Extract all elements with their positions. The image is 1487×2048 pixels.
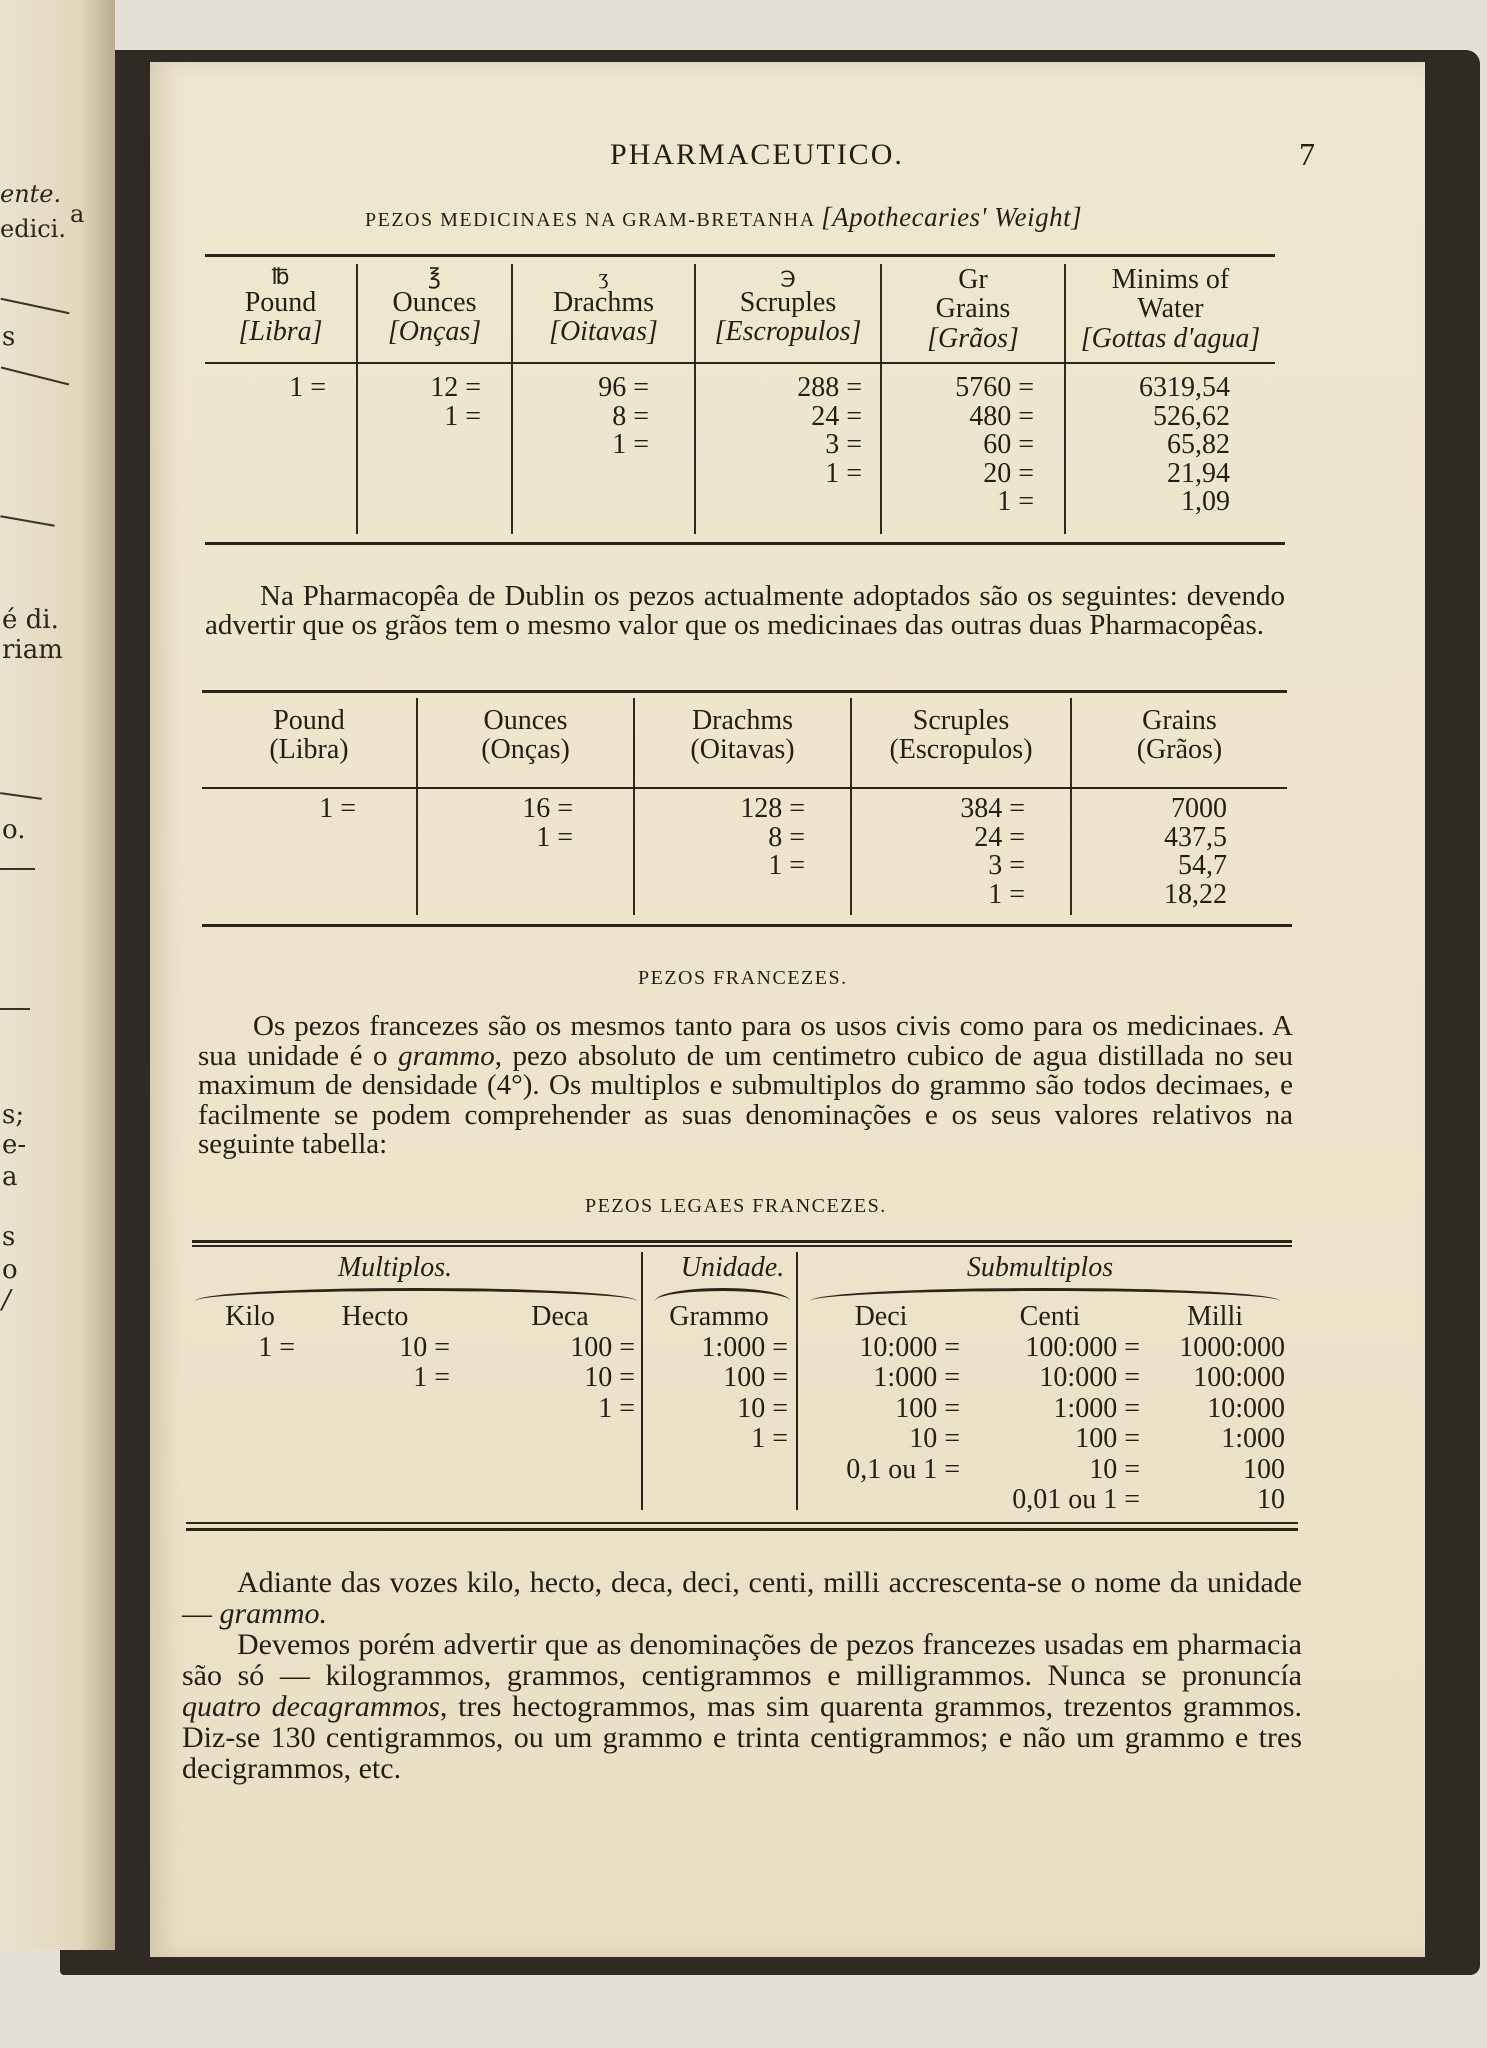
- page-number: 7: [1299, 136, 1315, 172]
- value: 1 =: [258, 1331, 295, 1363]
- group-unidade: Unidade.: [680, 1252, 785, 1283]
- value: 20 =: [983, 457, 1034, 489]
- value: 16 =: [522, 793, 573, 824]
- paragraph-usage: [182, 1567, 1302, 1784]
- col-head: Centi: [1019, 1301, 1081, 1332]
- divider-line: [641, 1252, 643, 1510]
- col-name: Grains: [935, 293, 1011, 325]
- table3-caption: PEZOS LEGAES FRANCEZES.: [585, 1195, 887, 1217]
- table2-cell: [634, 788, 851, 915]
- left-fragment: /: [2, 1285, 11, 1315]
- col-deca: [485, 1302, 635, 1424]
- value: 96 =: [598, 372, 649, 403]
- col-milli: [1145, 1302, 1285, 1516]
- value: 1 =: [751, 1423, 788, 1454]
- col-head: Hecto: [341, 1301, 409, 1332]
- text-part: Devemos porém advertir que as denominações de pezos francezes usadas em pharmacia são só — kilogrammos, grammos, centigrammos e milligrammos. Nunca se pronuncía: [182, 1628, 1302, 1692]
- value: 526,62: [1153, 400, 1230, 432]
- value: 24 =: [974, 821, 1025, 853]
- table3-bottom-rule: [186, 1528, 1298, 1531]
- table1-top-rule: [205, 254, 1275, 257]
- value: 1 =: [768, 850, 805, 882]
- left-fragment: a: [70, 200, 85, 228]
- left-rule: [1, 367, 69, 386]
- page-header: [150, 132, 1425, 182]
- col-alt: (Oitavas): [690, 734, 795, 766]
- col-deci: [802, 1302, 960, 1485]
- value: 1 =: [413, 1362, 450, 1393]
- col-name: Grains: [1142, 705, 1217, 736]
- ounce-symbol: ℥: [428, 264, 441, 289]
- value: 3 =: [825, 429, 862, 461]
- col-alt: [Grãos]: [927, 322, 1019, 354]
- value: 1 =: [988, 878, 1025, 910]
- left-fragment: o: [2, 1255, 18, 1285]
- value: 12 =: [430, 372, 481, 403]
- value: 10 =: [909, 1423, 960, 1454]
- col-grammo: [650, 1302, 788, 1455]
- value: 10 =: [399, 1331, 450, 1363]
- book-page: [150, 62, 1425, 1957]
- value: 1 =: [997, 486, 1034, 518]
- value: 1 =: [319, 793, 356, 824]
- col-alt: [Libra]: [238, 316, 323, 348]
- paragraph-text: Na Pharmacopêa de Dublin os pezos actualmente adoptados são os seguintes: devendo advertir que os grãos tem o mesmo valor que os medicinaes das outras duas Pharmacopêas.: [205, 580, 1285, 641]
- value: 7000: [1171, 793, 1227, 824]
- left-fragment: riam: [2, 635, 63, 665]
- col-name: Ounces: [392, 287, 477, 319]
- table2-top-rule: [202, 690, 1287, 693]
- text-italic: grammo: [398, 1039, 495, 1072]
- col-alt: [Oitavas]: [549, 316, 658, 348]
- col-head: Kilo: [225, 1301, 275, 1332]
- col-alt: [Gottas d'agua]: [1080, 322, 1261, 354]
- running-title: PHARMACEUTICO.: [610, 138, 904, 171]
- col-name: Scruples: [739, 287, 837, 319]
- table3-bottom-rule-thin: [186, 1522, 1298, 1524]
- value: 1 =: [825, 457, 862, 489]
- table2-bottom-rule: [202, 924, 1292, 927]
- value: 1:000 =: [873, 1362, 960, 1393]
- value: 0,01 ou 1 =: [1012, 1484, 1140, 1515]
- value: 10 =: [1089, 1453, 1140, 1485]
- col-name: Water: [1137, 293, 1204, 325]
- table1-col-ounces: [357, 264, 512, 363]
- value: 10: [1257, 1484, 1285, 1515]
- col-name: Ounces: [483, 705, 568, 736]
- table3-top-rule-thin: [192, 1245, 1292, 1247]
- table1-bottom-rule: [205, 542, 1285, 545]
- table1-col-scruples: [695, 264, 881, 363]
- col-name: Pound: [273, 705, 345, 736]
- value: 437,5: [1164, 821, 1227, 853]
- left-rule: [0, 792, 42, 800]
- col-alt: [Onças]: [387, 316, 482, 348]
- grain-symbol: Gr: [958, 264, 988, 295]
- table2-cell: [851, 788, 1071, 915]
- value: 1000:000: [1179, 1331, 1285, 1363]
- table1-body-row: [205, 363, 1275, 534]
- value: 1 =: [598, 1392, 635, 1424]
- paragraph-french-weights: [198, 1012, 1293, 1160]
- group-submultiplos: Submultiplos: [966, 1252, 1114, 1283]
- text-part: Os pezos francezes são os mesmos tanto para os usos civis como para os medicinaes. A sua unidade é o: [198, 1010, 1293, 1072]
- value: 100 =: [1075, 1423, 1140, 1454]
- left-fragment: edici.: [0, 215, 66, 243]
- value: 128 =: [740, 793, 805, 824]
- value: 18,22: [1164, 878, 1227, 910]
- value: 3 =: [988, 850, 1025, 882]
- value: 0,1 ou 1 =: [846, 1453, 960, 1485]
- text-part: , pezo absoluto de um centimetro cubico de agua distillada no seu maximum de densidade (4°). Os multiplos e submultiplos do grammo são todos decimaes, e facilmente se podem comprehender as suas denominações e os seus valores relativos na seguinte tabella:: [198, 1039, 1293, 1160]
- minims-label: Minims of: [1111, 264, 1230, 295]
- col-head: Deca: [531, 1301, 589, 1332]
- table2-cell: [202, 788, 417, 915]
- value: 6319,54: [1139, 372, 1230, 403]
- text-part: , tres hectogrammos, mas sim quarenta grammos, trezentos grammos. Diz-se 130 centigrammos, ou um grammo e trinta centigrammos; e não um grammo e tres decigrammos, etc.: [182, 1690, 1302, 1785]
- value: 1,09: [1181, 486, 1230, 518]
- value: 480 =: [969, 400, 1034, 432]
- drachm-symbol: ʒ: [598, 264, 609, 289]
- table2-col-grains: [1071, 698, 1287, 788]
- value: 10 =: [584, 1362, 635, 1393]
- col-head: Milli: [1186, 1301, 1243, 1332]
- col-head: Deci: [854, 1301, 908, 1332]
- value: 1 =: [444, 400, 481, 432]
- value: 1:000 =: [1053, 1392, 1140, 1424]
- table1-cell: [357, 363, 512, 534]
- value: 100: [1243, 1453, 1285, 1485]
- table1-cell: [512, 363, 695, 534]
- col-alt: (Onças): [481, 734, 570, 766]
- table2-col-scruples: [851, 698, 1071, 788]
- col-centi: [960, 1302, 1140, 1516]
- group-multiplos: Multiplos.: [337, 1252, 453, 1283]
- table2-col-pound: [202, 698, 417, 788]
- value: 1:000 =: [701, 1331, 788, 1363]
- table1-col-grains: [881, 264, 1065, 363]
- table1-col-minims: [1065, 264, 1275, 363]
- value: 100:000 =: [1025, 1331, 1140, 1363]
- divider-line: [796, 1252, 798, 1510]
- table1-caption-text: PEZOS MEDICINAES NA GRAM-BRETANHA: [365, 209, 815, 231]
- table1-cell: [205, 363, 357, 534]
- left-rule: [0, 515, 55, 527]
- paragraph-text: [198, 1012, 1293, 1160]
- left-fragment: s;: [2, 1100, 25, 1130]
- table2-col-ounces: [417, 698, 634, 788]
- text-italic: quatro decagrammos: [182, 1690, 440, 1723]
- left-fragment: s: [2, 322, 16, 352]
- col-alt: [Escropulos]: [714, 316, 862, 348]
- table1-cell: [695, 363, 881, 534]
- table2: [202, 698, 1287, 915]
- col-name: Pound: [244, 287, 317, 319]
- col-hecto: [300, 1302, 450, 1394]
- left-fragment: o.: [2, 815, 26, 845]
- value: 21,94: [1167, 457, 1230, 489]
- text-part: Adiante das vozes kilo, hecto, deca, deci, centi, milli accrescenta-se o nome da unidade —: [182, 1566, 1302, 1630]
- paragraph-text: [182, 1567, 1302, 1629]
- value: 60 =: [983, 429, 1034, 461]
- left-fragment: ente.: [0, 180, 62, 208]
- table1-caption: [365, 202, 1082, 233]
- value: 10 =: [737, 1392, 788, 1424]
- col-kilo: [205, 1302, 295, 1363]
- col-head: Grammo: [669, 1301, 769, 1332]
- pound-symbol: ℔: [271, 264, 290, 289]
- col-alt: (Escropulos): [889, 734, 1033, 766]
- value: 10:000: [1207, 1392, 1285, 1424]
- value: 100 =: [570, 1331, 635, 1363]
- brace-unidade: [655, 1288, 790, 1301]
- paragraph-text: [182, 1629, 1302, 1784]
- left-fragment: é di.: [2, 605, 59, 635]
- value: 10:000 =: [1039, 1362, 1140, 1393]
- value: 100 =: [723, 1362, 788, 1393]
- col-alt: (Libra): [269, 734, 349, 766]
- table2-body-row: [202, 788, 1287, 915]
- col-name: Scruples: [912, 705, 1010, 736]
- col-name: Drachms: [691, 705, 794, 736]
- value: 1:000: [1221, 1423, 1285, 1454]
- table2-col-drachms: [634, 698, 851, 788]
- brace-submultiplos: [810, 1288, 1280, 1301]
- left-rule: [0, 1008, 30, 1010]
- value: 288 =: [797, 372, 862, 403]
- table3-top-rule: [192, 1240, 1292, 1243]
- table1-col-pound: [205, 264, 357, 363]
- left-fragment: s: [2, 1222, 16, 1252]
- value: 65,82: [1167, 429, 1230, 461]
- value: 1 =: [536, 821, 573, 853]
- left-rule: [1, 298, 70, 315]
- table1: [205, 264, 1275, 534]
- value: 54,7: [1178, 850, 1227, 882]
- table1-col-drachms: [512, 264, 695, 363]
- left-page-edge: [0, 0, 115, 1950]
- value: 1 =: [289, 372, 326, 403]
- value: 100:000: [1193, 1362, 1285, 1393]
- value: 384 =: [960, 793, 1025, 824]
- table1-cell: [881, 363, 1065, 534]
- value: 8 =: [612, 400, 649, 432]
- value: 1 =: [612, 429, 649, 461]
- left-fragment: e-: [2, 1130, 27, 1160]
- table1-caption-italic: [Apothecaries' Weight]: [821, 202, 1083, 232]
- section-heading: PEZOS FRANCEZES.: [638, 967, 848, 989]
- table2-cell: [417, 788, 634, 915]
- table2-header-row: [202, 698, 1287, 788]
- value: 10:000 =: [859, 1331, 960, 1363]
- left-fragment: a: [2, 1162, 18, 1192]
- table1-cell: [1065, 363, 1275, 534]
- left-rule: [0, 868, 35, 870]
- value: 100 =: [895, 1392, 960, 1424]
- value: 24 =: [811, 400, 862, 432]
- brace-multiplos: [195, 1288, 637, 1301]
- paragraph-dublin: [205, 582, 1285, 640]
- value: 8 =: [768, 821, 805, 853]
- scruple-symbol: ℈: [780, 264, 796, 289]
- col-name: Drachms: [552, 287, 655, 319]
- table1-header-row: [205, 264, 1275, 363]
- col-alt: (Grãos): [1136, 734, 1223, 766]
- table2-cell: [1071, 788, 1287, 915]
- value: 5760 =: [955, 372, 1034, 403]
- text-italic: grammo.: [219, 1597, 328, 1630]
